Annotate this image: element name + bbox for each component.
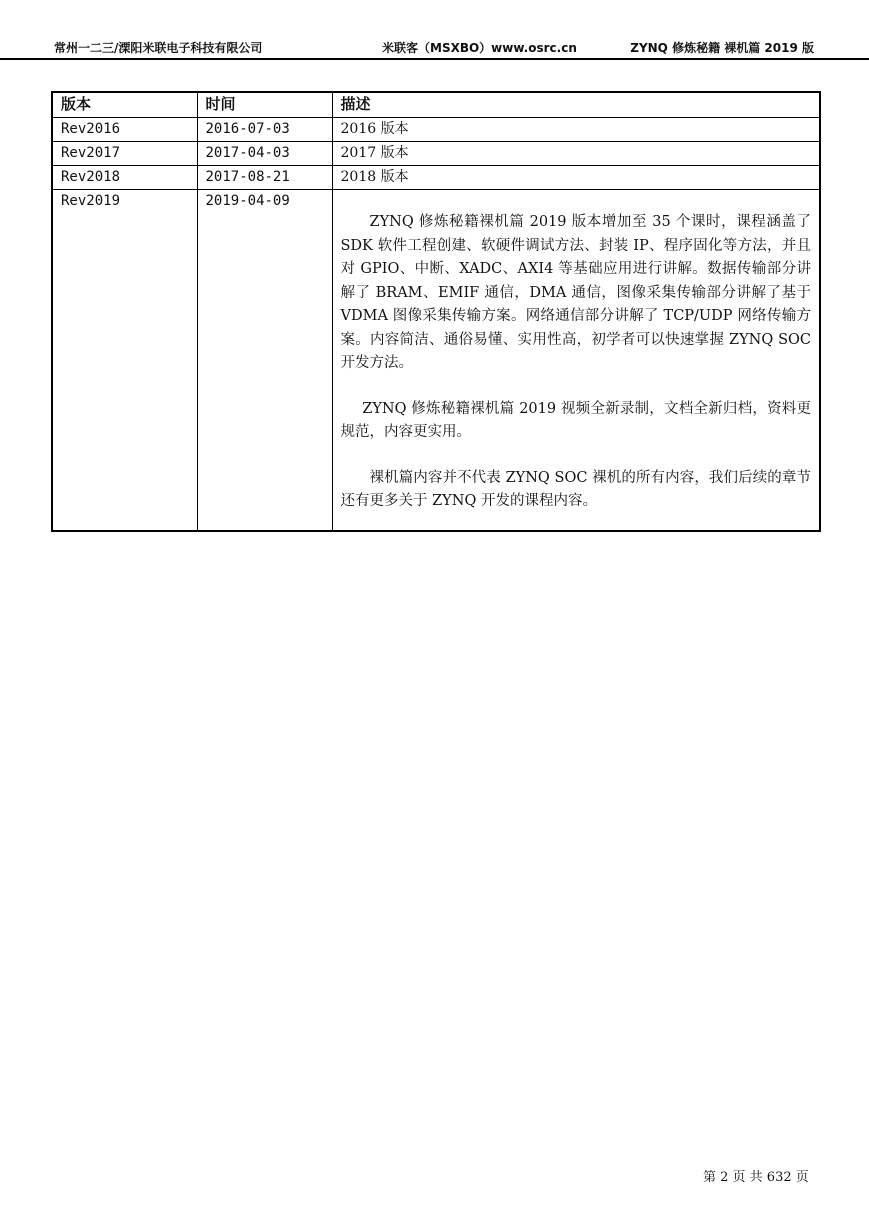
cell-description-detailed xyxy=(332,190,820,532)
cell-version: Rev2016 xyxy=(52,118,197,142)
cell-version: Rev2018 xyxy=(52,166,197,190)
page-number: 第 2 页 共 632 页 xyxy=(703,1170,809,1185)
description-paragraph: 裸机篇内容并不代表 ZYNQ SOC 裸机的所有内容，我们后续的章节还有更多关于 ZYNQ 开发的课程内容。 xyxy=(340,469,811,509)
cell-description: 2017 版本 xyxy=(332,142,820,166)
cell-date: 2016-07-03 xyxy=(197,118,332,142)
cell-version: Rev2017 xyxy=(52,142,197,166)
cell-date: 2019-04-09 xyxy=(197,190,332,532)
cell-version: Rev2019 xyxy=(52,190,197,532)
header-website: 米联客（MSXBO）www.osrc.cn xyxy=(382,41,577,55)
table-row xyxy=(52,190,820,532)
header-doc-title: ZYNQ 修炼秘籍 裸机篇 2019 版 xyxy=(630,41,814,55)
header-company: 常州一二三/溧阳米联电子科技有限公司 xyxy=(54,41,263,55)
table-row xyxy=(52,142,820,166)
column-header-version: 版本 xyxy=(52,92,197,118)
page-header xyxy=(0,0,869,60)
revision-table xyxy=(51,91,821,532)
cell-date: 2017-08-21 xyxy=(197,166,332,190)
table-row xyxy=(52,118,820,142)
table-header-row xyxy=(52,92,820,118)
cell-description: 2016 版本 xyxy=(332,118,820,142)
table-row xyxy=(52,166,820,190)
header-rule xyxy=(0,58,869,60)
cell-description: 2018 版本 xyxy=(332,166,820,190)
description-paragraph: ZYNQ 修炼秘籍裸机篇 2019 视频全新录制，文档全新归档，资料更规范，内容更实用。 xyxy=(340,400,811,440)
cell-date: 2017-04-03 xyxy=(197,142,332,166)
description-paragraph: ZYNQ 修炼秘籍裸机篇 2019 版本增加至 35 个课时，课程涵盖了 SDK 软件工程创建、软硬件调试方法、封装 IP、程序固化等方法，并且对 GPIO、中断、XADC、AXI4 等基础应用进行讲解。数据传输部分讲解了 BRAM、EMIF 通信，DMA 通信，图像采集传输部分讲解了基于 VDMA 图像采集传输方案。网络通信部分讲解了 TCP/UDP 网络传输方案。内容简洁、通俗易懂、实用性高，初学者可以快速掌握 ZYNQ SOC 开发方法。 xyxy=(340,214,811,371)
column-header-date: 时间 xyxy=(197,92,332,118)
column-header-description: 描述 xyxy=(332,92,820,118)
